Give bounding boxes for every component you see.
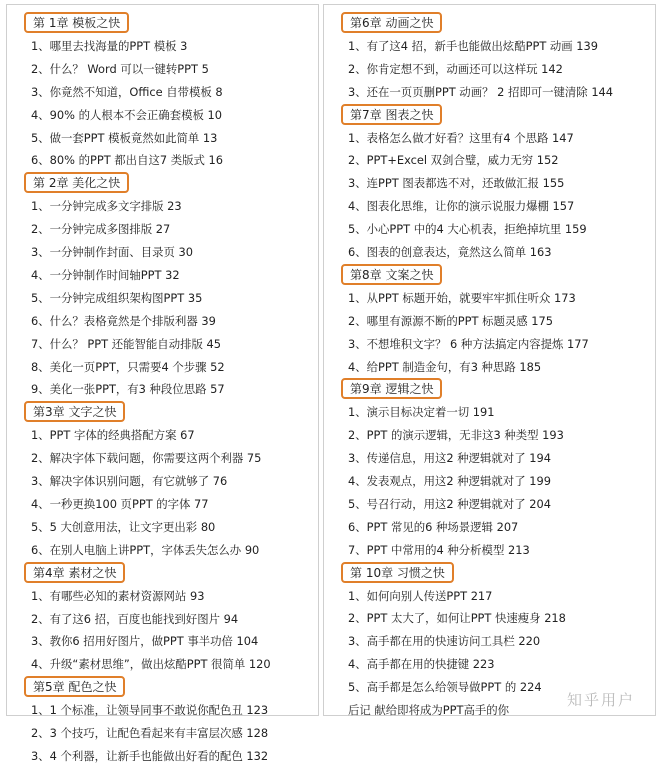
toc-entry: 5、做一套PPT 模板竟然如此简单 13 — [31, 130, 218, 145]
toc-entry: 1、演示目标决定着一切 191 — [348, 405, 495, 420]
toc-entry: 7、PPT 中常用的4 种分析模型 213 — [348, 542, 530, 557]
toc-entry: 4、发表观点，用这2 种逻辑就对了 199 — [348, 474, 551, 489]
toc-entry: 1、1 个标准，让领导同事不敢说你配色丑 123 — [31, 703, 269, 718]
toc-entry: 5、高手都是怎么给领导做PPT 的 224 — [348, 680, 542, 695]
toc-entry: 7、什么？ PPT 还能智能自动排版 45 — [31, 336, 221, 351]
toc-entry: 3、传递信息，用这2 种逻辑就对了 194 — [348, 451, 551, 466]
chapter-heading-row — [7, 12, 318, 35]
chapter-heading-row — [324, 378, 655, 401]
toc-entry: 4、一秒更换100 页PPT 的字体 77 — [31, 496, 209, 511]
toc-entry: 4、给PPT 制造金句，有3 种思路 185 — [348, 359, 542, 374]
toc-entry: 1、从PPT 标题开始，就要牢牢抓住听众 173 — [348, 290, 576, 305]
toc-entry: 6、在别人电脑上讲PPT，字体丢失怎么办 90 — [31, 542, 260, 557]
toc-entry: 2、PPT 太大了，如何让PPT 快速瘦身 218 — [348, 611, 566, 626]
chapter-heading-row — [324, 264, 655, 287]
chapter-heading-row — [324, 562, 655, 585]
toc-entry: 1、一分钟完成多文字排版 23 — [31, 199, 182, 214]
toc-entry: 6、80% 的PPT 都出自这7 类版式 16 — [31, 153, 224, 168]
toc-entry: 1、有了这4 招，新手也能做出炫酷PPT 动画 139 — [348, 38, 599, 53]
toc-entry: 4、一分钟制作时间轴PPT 32 — [31, 267, 180, 282]
chapter-title: 第3章 文字之快 — [24, 401, 125, 422]
toc-entry: 3、连PPT 图表都选不对，还敢做汇报 155 — [348, 176, 565, 191]
chapter-title: 第8章 文案之快 — [341, 264, 442, 285]
toc-entry: 2、解决字体下载问题，你需要这两个利器 75 — [31, 451, 262, 466]
toc-entry: 5、一分钟完成组织架构图PPT 35 — [31, 290, 203, 305]
toc-entry: 3、你竟然不知道，Office 自带模板 8 — [31, 84, 223, 99]
toc-entry: 3、教你6 招用好图片，做PPT 事半功倍 104 — [31, 634, 259, 649]
toc-column-right — [323, 4, 656, 716]
toc-entry: 3、一分钟制作封面、目录页 30 — [31, 245, 194, 260]
toc-entry: 1、PPT 字体的经典搭配方案 67 — [31, 428, 195, 443]
toc-entry: 9、美化一张PPT，有3 种段位思路 57 — [31, 382, 225, 397]
toc-entry: 3、高手都在用的快速访问工具栏 220 — [348, 634, 541, 649]
toc-entry: 6、图表的创意表达，竟然这么简单 163 — [348, 245, 552, 260]
toc-entry: 1、如何向别人传送PPT 217 — [348, 588, 493, 603]
toc-entry: 2、3 个技巧，让配色看起来有丰富层次感 128 — [31, 726, 269, 741]
watermark-text: 知乎用户 — [566, 691, 635, 709]
toc-entry: 8、美化一页PPT，只需要4 个步骤 52 — [31, 359, 225, 374]
toc-entry: 2、什么？ Word 可以一键转PPT 5 — [31, 61, 209, 76]
toc-entry: 1、有哪些必知的素材资源网站 93 — [31, 588, 205, 603]
chapter-title: 第4章 素材之快 — [24, 562, 125, 583]
chapter-title: 第7章 图表之快 — [341, 104, 442, 125]
chapter-heading-row — [7, 676, 318, 699]
chapter-title: 第5章 配色之快 — [24, 676, 125, 697]
toc-entry: 2、PPT 的演示逻辑，无非这3 种类型 193 — [348, 428, 564, 443]
chapter-heading-row — [324, 104, 655, 127]
toc-entry: 5、小心PPT 中的4 大心机表，拒绝掉坑里 159 — [348, 222, 587, 237]
toc-entry: 2、一分钟完成多图排版 27 — [31, 222, 171, 237]
toc-entry: 3、还在一页页删PPT 动画？ 2 招即可一键清除 144 — [348, 84, 614, 99]
chapter-title: 第9章 逻辑之快 — [341, 378, 442, 399]
chapter-heading-row — [7, 562, 318, 585]
chapter-heading-row — [7, 172, 318, 195]
toc-entry: 4、升级“素材思维”，做出炫酷PPT 很简单 120 — [31, 657, 271, 672]
toc-entry: 4、图表化思维，让你的演示说服力爆棚 157 — [348, 199, 575, 214]
toc-entry: 后记 献给即将成为PPT高手的你 — [348, 703, 510, 718]
toc-entry: 4、90% 的人根本不会正确套模板 10 — [31, 107, 222, 122]
chapter-title: 第 10章 习惯之快 — [341, 562, 454, 583]
toc-entry: 2、哪里有源源不断的PPT 标题灵感 175 — [348, 313, 554, 328]
toc-entry: 2、你肯定想不到，动画还可以这样玩 142 — [348, 61, 563, 76]
toc-entry: 3、不想堆积文字？ 6 种方法搞定内容提炼 177 — [348, 336, 589, 351]
toc-entry: 5、5 大创意用法，让文字更出彩 80 — [31, 519, 216, 534]
toc-entry: 1、哪里去找海量的PPT 模板 3 — [31, 38, 188, 53]
toc-entry: 4、高手都在用的快捷键 223 — [348, 657, 495, 672]
toc-entry: 5、号召行动，用这2 种逻辑就对了 204 — [348, 496, 551, 511]
toc-entry: 2、有了这6 招，百度也能找到好图片 94 — [31, 611, 239, 626]
toc-entry: 3、4 个利器，让新手也能做出好看的配色 132 — [31, 748, 269, 763]
chapter-title: 第 1章 模板之快 — [24, 12, 129, 33]
toc-entry: 6、什么？表格竟然是个排版利器 39 — [31, 313, 216, 328]
chapter-title: 第 2章 美化之快 — [24, 172, 129, 193]
chapter-title: 第6章 动画之快 — [341, 12, 442, 33]
toc-entry: 2、PPT+Excel 双剑合璧，威力无穷 152 — [348, 153, 559, 168]
chapter-heading-row — [324, 12, 655, 35]
toc-entry: 6、PPT 常见的6 种场景逻辑 207 — [348, 519, 519, 534]
toc-column-left — [6, 4, 319, 763]
toc-entry: 1、表格怎么做才好看？这里有4 个思路 147 — [348, 130, 574, 145]
chapter-heading-row — [7, 401, 318, 424]
toc-entry: 3、解决字体识别问题，有它就够了 76 — [31, 474, 228, 489]
